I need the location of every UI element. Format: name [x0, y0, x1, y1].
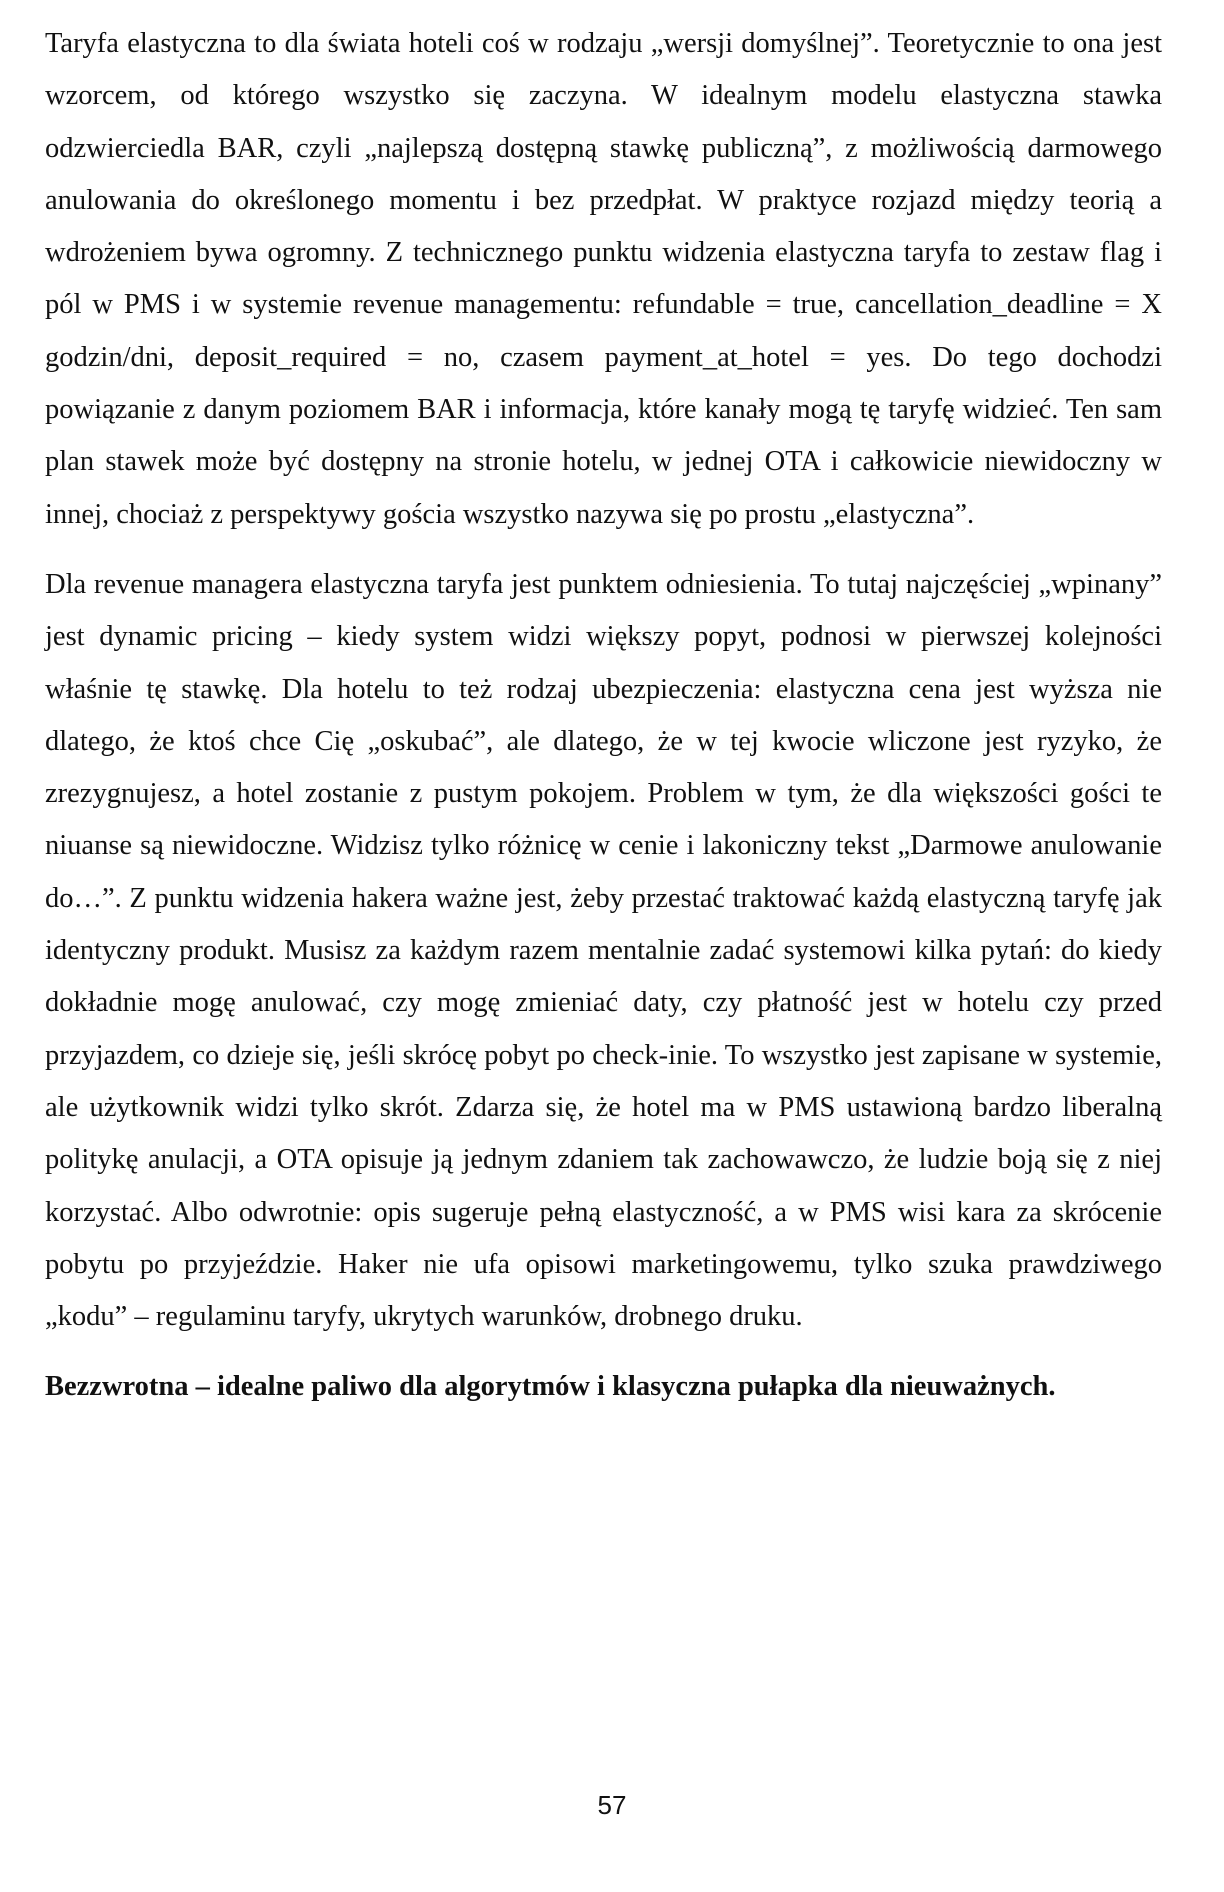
paragraph-flexible-rate-definition: Taryfa elastyczna to dla świata hoteli coś w rodzaju „wersji domyślnej”. Teoretycznie to ona jest wzorcem, od którego wszystko się zaczyna. W idealnym modelu elastyczna stawka odzwierciedla BAR, czyli „najlepszą dostępną stawkę publiczną”, z możliwością darmowego anulowania do określonego momentu i bez przedpłat. W praktyce rozjazd między teorią a wdrożeniem bywa ogromny. Z technicznego punktu widzenia elastyczna taryfa to zestaw flag i pól w PMS i w systemie revenue managementu: refundable = true, cancellation_deadline = X godzin/dni, deposit_required = no, czasem payment_at_hotel = yes. Do tego dochodzi powiązanie z danym poziomem BAR i informacja, które kanały mogą tę taryfę widzieć. Ten sam plan stawek może być dostępny na stronie hotelu, w jednej OTA i całkowicie niewidoczny w innej, chociaż z perspektywy gościa wszystko nazywa się po prostu „elastyczna”. — [45, 28, 1162, 530]
page-number: 57 — [597, 1790, 627, 1820]
paragraph-revenue-manager-perspective: Dla revenue managera elastyczna taryfa jest punktem odniesienia. To tutaj najczęściej „wpinany” jest dynamic pricing – kiedy system widzi większy popyt, podnosi w pierwszej kolejności właśnie tę stawkę. Dla hotelu to też rodzaj ubezpieczenia: elastyczna cena jest wyższa nie dlatego, że ktoś chce Cię „oskubać”, ale dlatego, że w tej kwocie wliczone jest ryzyko, że zrezygnujesz, a hotel zostanie z pustym pokojem. Problem w tym, że dla większości gości te niuanse są niewidoczne. Widzisz tylko różnicę w cenie i lakoniczny tekst „Darmowe anulowanie do…”. Z punktu widzenia hakera ważne jest, żeby przestać traktować każdą elastyczną taryfę jak identyczny produkt. Musisz za każdym razem mentalnie zadać systemowi kilka pytań: do kiedy dokładnie mogę anulować, czy mogę zmieniać daty, czy płatność jest w hotelu czy przed przyjazdem, co dzieje się, jeśli skrócę pobyt po check-inie. To wszystko jest zapisane w systemie, ale użytkownik widzi tylko skrót. Zdarza się, że hotel ma w PMS ustawioną bardzo liberalną politykę anulacji, a OTA opisuje ją jednym zdaniem tak zachowawczo, że ludzie boją się z niej korzystać. Albo odwrotnie: opis sugeruje pełną elastyczność, a w PMS wisi kara za skrócenie pobytu po przyjeździe. Haker nie ufa opisowi marketingowemu, tylko szuka prawdziwego „kodu” – regulaminu taryfy, ukrytych warunków, drobnego druku. — [45, 568, 1162, 1333]
section-heading-non-refundable: Bezzwrotna – idealne paliwo dla algorytmów i klasyczna pułapka dla nieuważnych. — [45, 1371, 1056, 1403]
page-body — [45, 18, 1162, 1414]
